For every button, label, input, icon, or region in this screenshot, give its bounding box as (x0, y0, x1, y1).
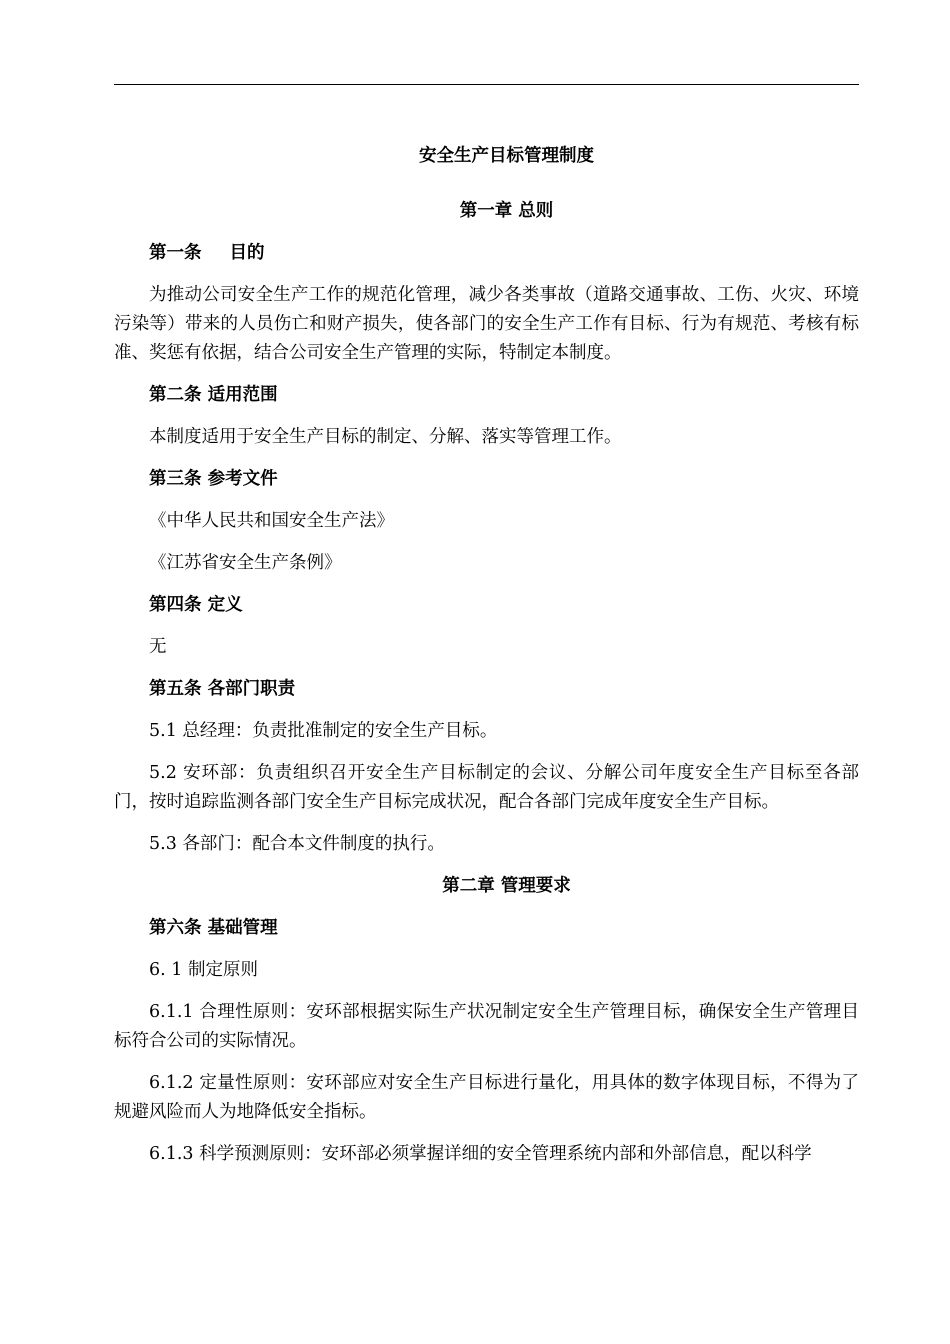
article-3-reference-1: 《中华人民共和国安全生产法》 (149, 511, 394, 531)
article-6-1-1: 6.1.1 合理性原则：安环部根据实际生产状况制定安全生产管理目标，确保安全生产管理目标符合公司的实际情况。 (114, 1002, 859, 1051)
article-6-1-3: 6.1.3 科学预测原则：安环部必须掌握详细的安全管理系统内部和外部信息，配以科学 (149, 1144, 812, 1164)
document-body (114, 142, 859, 1182)
article-4-heading: 第四条 定义 (149, 595, 243, 615)
article-4-body: 无 (149, 637, 167, 657)
article-3-heading: 第三条 参考文件 (149, 469, 278, 489)
article-3-reference-2: 《江苏省安全生产条例》 (149, 553, 342, 573)
article-6-1: 6. 1 制定原则 (149, 960, 258, 980)
article-1-name: 目的 (229, 243, 265, 263)
chapter-1-heading: 第一章 总则 (459, 201, 554, 221)
article-5-3: 5.3 各部门：配合本文件制度的执行。 (149, 834, 445, 854)
article-5-2: 5.2 安环部：负责组织召开安全生产目标制定的会议、分解公司年度安全生产目标至各部门，按时追踪监测各部门安全生产目标完成状况，配合各部门完成年度安全生产目标。 (114, 763, 859, 812)
article-6-heading: 第六条 基础管理 (149, 918, 278, 938)
article-2-heading: 第二条 适用范围 (149, 385, 278, 405)
article-2-body: 本制度适用于安全生产目标的制定、分解、落实等管理工作。 (149, 427, 622, 447)
document-title: 安全生产目标管理制度 (419, 146, 594, 166)
header-rule (114, 84, 859, 85)
article-5-1: 5.1 总经理：负责批准制定的安全生产目标。 (149, 721, 498, 741)
article-1-number: 第一条 (149, 243, 202, 263)
article-5-heading: 第五条 各部门职责 (149, 679, 296, 699)
article-1-heading (114, 239, 859, 268)
article-6-1-2: 6.1.2 定量性原则：安环部应对安全生产目标进行量化，用具体的数字体现目标，不得为了规避风险而人为地降低安全指标。 (114, 1073, 859, 1122)
chapter-2-heading: 第二章 管理要求 (442, 876, 571, 896)
article-1-body: 为推动公司安全生产工作的规范化管理，减少各类事故（道路交通事故、工伤、火灾、环境污染等）带来的人员伤亡和财产损失，使各部门的安全生产工作有目标、行为有规范、考核有标准、奖惩有依据，结合公司安全生产管理的实际，特制定本制度。 (114, 285, 859, 363)
